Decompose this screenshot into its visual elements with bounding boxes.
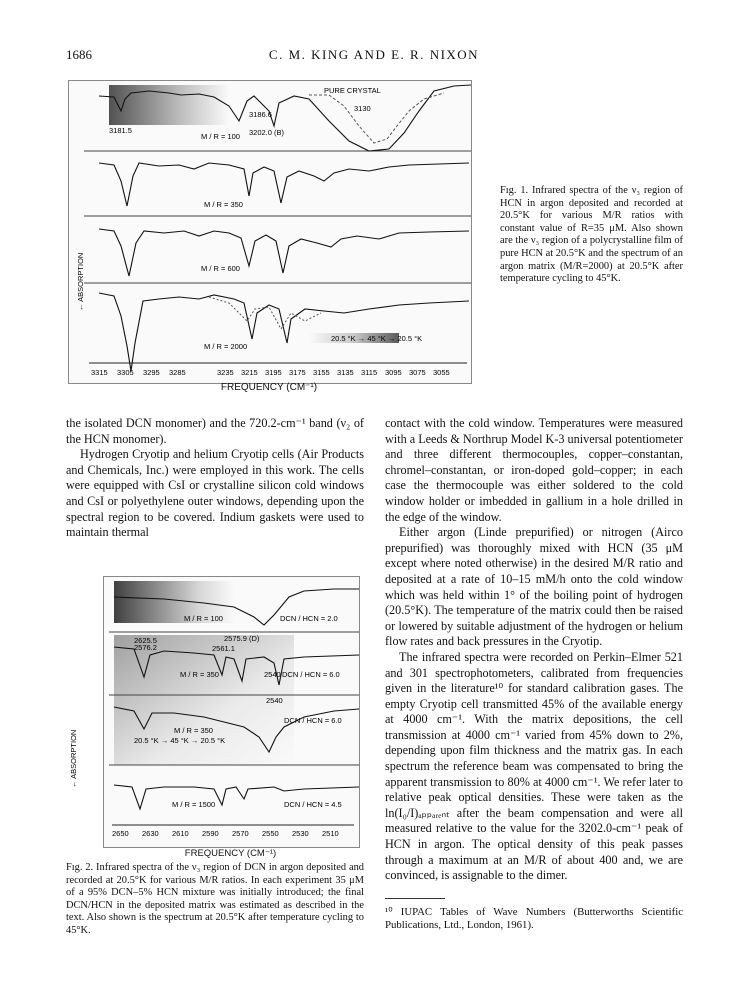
left-paragraph-2: Hydrogen Cryotip and helium Cryotip cells (Air Products and Chemicals, Inc.) were employed in this work. The cells were equipped with CsI or crystalline silicon cold windows and CsI or polyethylene outer windows, depending upon the spectral region to be covered. Indium gaskets were used to maintain thermal: [66, 447, 364, 540]
fig1-panel-label-3: M / R = 600: [201, 264, 240, 273]
fig1-caption: Fıg. 1. Infrared spectra of the ν₃ region of HCN in argon deposited and recorded at 20.5°K for various M/R ratios with constant value of R=35 μM. Also shown are the ν₃ region of a polycrystalline film of pure HCN at 20.5°K and the spectrum of an argon matrix (M/R=2000) at 20.5°K after temperature cycling to 45°K.: [500, 185, 683, 285]
fig1-xtick-12: 3095: [385, 368, 402, 377]
fig1-shading: [109, 85, 229, 125]
fig1-trace-mr600: [99, 229, 469, 276]
fig1-xtick-3: 3295: [143, 368, 160, 377]
fig2-panel-1-ratio: DCN / HCN = 2.0: [280, 614, 338, 623]
fig1-xtick-4: 3285: [169, 368, 186, 377]
figure-2-plot: [104, 577, 359, 847]
page-number: 1686: [66, 47, 92, 62]
fig1-annotation-peak-c: 3130: [354, 104, 371, 113]
fig2-annotation-p6: 2540: [266, 696, 283, 705]
fig1-xtick-13: 3075: [409, 368, 426, 377]
fig2-xtick-4: 2590: [202, 829, 219, 838]
fig2-xtick-5: 2570: [232, 829, 249, 838]
left-paragraph-1: the isolated DCN monomer) and the 720.2-cm⁻¹ band (ν₂ of the HCN monomer).: [66, 416, 364, 446]
fig1-panel-label-1: M / R = 100: [201, 132, 240, 141]
fig1-xtick-10: 3135: [337, 368, 354, 377]
right-paragraph-1: contact with the cold window. Temperatures were measured with a Leeds & Northrup Model K-3 universal potentiometer and three different thermocouples, copper–constantan, chromel–constantan, or iron-doped gold–copper; in each case the thermocouple was either soldered to the cold window holder or imbedded in gallium in a hole drilled in the edge of the window.: [385, 416, 683, 524]
fig1-annotation-peak-b: 3202.0 (B): [249, 128, 285, 137]
fig2-xtick-1: 2650: [112, 829, 129, 838]
fig2-panel-1-mr: M / R = 100: [184, 614, 223, 623]
fig2-annotation-p4: 2561.1: [212, 644, 235, 653]
fig1-annotation-peak-a: 3181.5: [109, 126, 132, 135]
fig1-xtick-5: 3235: [217, 368, 234, 377]
fig1-trace-mr350: [99, 163, 469, 206]
figure-2: [103, 576, 360, 848]
right-paragraph-3: The infrared spectra were recorded on Perkin–Elmer 521 and 301 spectrophotometers, calibrated from frequencies given in the literature¹⁰ for standard calibration gases. The empty Cryotip cell transmitted 45% of the available energy at 4000 cm⁻¹. With the matrix depositions, the cell transmission at 4000 cm⁻¹ varied from 45% down to 2%, depending upon film thickness and the matrix gas. In each spectrum the reference beam was compensated to bring the apparent transmission to 80% at 4000 cm⁻¹. We refer later to relative peak optical densities. These were taken as the ln(I₀/I)ₐₚₚₐᵣₑₙₜ after the beam compensation and were all measured relative to the value for the 3202.0-cm⁻¹ peak of HCN in argon. The optical density of this peak passes through a maximum at an M/R of about 400 and, we are convinced, is assignable to the dimer.: [385, 649, 683, 883]
fig1-annotation-peak-d: 3186.6: [249, 110, 272, 119]
left-column-text: [66, 416, 364, 541]
fig1-xtick-9: 3155: [313, 368, 330, 377]
fig1-xtick-7: 3195: [265, 368, 282, 377]
fig2-panel-4-ratio: DCN / HCN = 4.5: [284, 800, 342, 809]
running-header: C. M. KING AND E. R. NIXON: [268, 47, 480, 62]
fig2-xtick-8: 2510: [322, 829, 339, 838]
fig1-xlabel: FREQUENCY (CM⁻¹): [220, 382, 318, 393]
figure-1: [68, 80, 472, 384]
fig1-ylabel: ← ABSORPTION: [76, 252, 85, 311]
fig1-xtick-14: 3055: [433, 368, 450, 377]
fig2-panel-2-ratio: DCN / HCN = 6.0: [282, 670, 340, 679]
fig2-ylabel: ← ABSORPTION: [69, 729, 78, 788]
fig1-xtick-11: 3115: [361, 368, 378, 377]
right-paragraph-2: Either argon (Linde prepurified) or nitrogen (Airco prepurified) was thoroughly mixed with HCN (35 μM except where noted otherwise) in the desired M/R ratio and deposited at a rate of 10–15 mM/h onto the cold window which was held within 1° of the boiling point of hydrogen (20.5°K). The temperature of the matrix could then be raised or lowered by suitable adjustment of the hydrogen or helium flow rates and back pressures in the Cryotip.: [385, 525, 683, 649]
fig2-panel-3-ratio: DCN / HCN = 6.0: [284, 716, 342, 725]
fig2-ylabel-svg: [66, 700, 80, 790]
fig1-xtick-6: 3215: [241, 368, 258, 377]
fig2-panel-4-mr: M / R = 1500: [172, 800, 216, 809]
fig1-trace-pure-crystal: [309, 93, 444, 143]
fig2-xlabel: FREQUENCY (CM⁻¹): [184, 848, 277, 859]
figure-1-plot: [69, 81, 471, 383]
fig1-trace-mr2000: [99, 293, 469, 371]
footnote: ¹⁰ IUPAC Tables of Wave Numbers (Butterworths Scientific Publications, Ltd., London, 1961).: [385, 906, 683, 931]
fig1-annotation-cycle: 20.5 °K → 45 °K → 20.5 °K: [331, 334, 423, 343]
fig1-panel-label-4: M / R = 2000: [204, 342, 248, 351]
fig1-xtick-1: 3315: [91, 368, 108, 377]
fig1-annotation-pure-crystal: PURE CRYSTAL: [324, 86, 381, 95]
fig2-xtick-2: 2630: [142, 829, 159, 838]
fig1-panel-label-2: M / R = 350: [204, 200, 243, 209]
fig2-annotation-p3: 2575.9 (D): [224, 634, 260, 643]
fig1-xtick-8: 3175: [289, 368, 306, 377]
fig2-caption: Fıg. 2. Infrared spectra of the ν₃ region of DCN in argon deposited and recorded at 20.5°K for various M/R ratios. In each experiment 35 μM of a 95% DCN–5% HCN mixture was initially introduced; the final DCN/HCN in the deposited matrix was estimated as described in the text. Also shown is the spectrum at 20.5°K after temperature cycling to 45°K.: [66, 862, 364, 936]
fig2-panel-3-cycle: 20.5 °K → 45 °K → 20.5 °K: [134, 736, 226, 745]
fig1-xtick-2: 3305: [117, 368, 134, 377]
fig2-panel-3-mr: M / R = 350: [174, 726, 213, 735]
fig1-trace-cycled: [209, 297, 321, 329]
right-column-text: [385, 416, 683, 884]
footnote-rule: [385, 898, 445, 899]
fig2-xtick-3: 2610: [172, 829, 189, 838]
fig2-annotation-p2: 2576.2: [134, 643, 157, 652]
fig2-xtick-7: 2530: [292, 829, 309, 838]
fig2-ylabel-wrap: [66, 700, 78, 788]
fig2-xtick-6: 2550: [262, 829, 279, 838]
fig2-annotation-p5: 2540: [264, 670, 281, 679]
fig2-annotation-p1: 2625.5: [134, 636, 157, 645]
fig2-panel-2-mr: M / R = 350: [180, 670, 219, 679]
